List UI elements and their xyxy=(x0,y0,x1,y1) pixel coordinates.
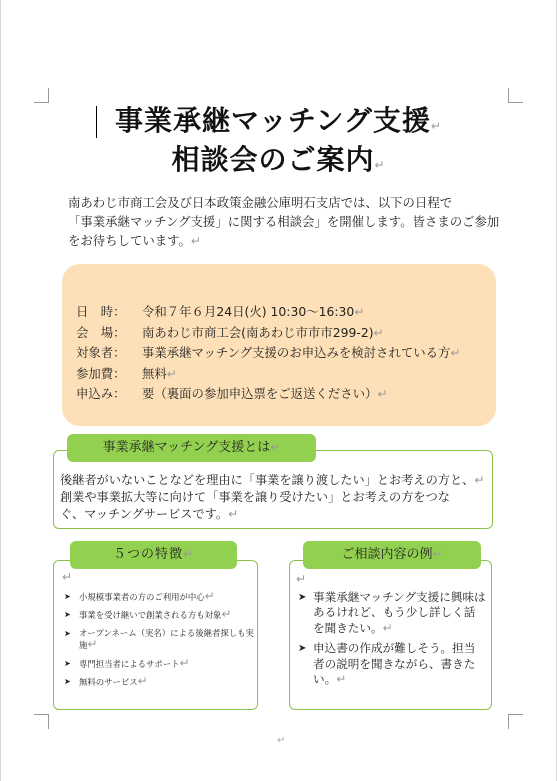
arrow-bullet-icon: ➤ xyxy=(64,610,71,619)
consultation-list[interactable] xyxy=(296,572,486,693)
list-item: ➤ 小規模事業者の方のご利用が中心↵ xyxy=(64,588,215,603)
paragraph-mark-icon: ↵ xyxy=(87,637,98,651)
arrow-bullet-icon: ➤ xyxy=(64,658,71,668)
paragraph-mark-icon: ↵ xyxy=(228,507,239,521)
paragraph-mark-icon: ↵ xyxy=(179,655,190,670)
about-line: 創業や事業拡大等に向けて「事業を譲り受けたい」とお考えの方をつな xyxy=(60,490,450,504)
title-line-1-text: 事業承継マッチング支援 xyxy=(115,104,431,137)
intro-line: 「事業承継マッチング支援」に関する相談会」を開催します。皆さまのご参加 xyxy=(68,214,500,229)
paragraph-mark-icon: ↵ xyxy=(190,234,201,248)
info-row-datetime: 日 時： 令和７年６月24日(火) 10:30～16:30↵ xyxy=(76,304,365,319)
crop-mark-bottom-right xyxy=(508,714,523,729)
intro-paragraph[interactable] xyxy=(68,193,508,251)
crop-mark-top-left xyxy=(34,88,49,103)
features-section-heading[interactable]: ５つの特徴↵ xyxy=(70,541,237,569)
arrow-bullet-icon: ➤ xyxy=(64,591,71,601)
info-row-venue: 会 場： 南あわじ市商工会(南あわじ市市市299-2)↵ xyxy=(76,324,384,340)
paragraph-mark-icon: ↵ xyxy=(373,325,384,340)
paragraph-mark-icon: ↵ xyxy=(270,440,281,454)
about-section-text[interactable] xyxy=(60,472,488,523)
list-item: ➤ 事業を受け継いで創業される方も対象↵ xyxy=(64,607,232,621)
info-row-application: 申込み： 要（裏面の参加申込票をご返送ください）↵ xyxy=(76,386,388,401)
arrow-bullet-icon: ➤ xyxy=(298,591,307,603)
crop-mark-bottom-left xyxy=(34,714,49,729)
list-item: ➤ オープンネーム（実名）による後継者探しも実施↵ xyxy=(64,627,254,651)
paragraph-mark-icon: ↵ xyxy=(221,607,232,621)
list-item: ➤ 無料のサービス↵ xyxy=(64,674,148,688)
paragraph-mark-icon: ↵ xyxy=(450,346,461,360)
paragraph-mark-icon: ↵ xyxy=(377,387,388,401)
about-section-heading[interactable]: 事業承継マッチング支援とは↵ xyxy=(67,434,316,462)
list-item: ➤ 専門担当者によるサポート↵ xyxy=(64,655,190,670)
title-line-2-text: 相談会のご案内 xyxy=(171,143,375,176)
info-row-fee: 参加費： 無料↵ xyxy=(76,365,177,381)
paragraph-mark-icon: ↵ xyxy=(204,588,215,603)
paragraph-mark-icon: ↵ xyxy=(137,674,148,688)
arrow-bullet-icon: ➤ xyxy=(64,677,71,686)
info-row-target: 対象者： 事業承継マッチング支援のお申込みを検討されている方↵ xyxy=(76,345,461,360)
intro-line: をお待ちしています。↵ xyxy=(68,233,201,248)
intro-line: 南あわじ市商工会及び日本政策金融公庫明石支店では、以下の日程で xyxy=(68,195,453,210)
paragraph-mark-icon: ↵ xyxy=(166,366,177,381)
paragraph-mark-icon: ↵ xyxy=(296,572,307,586)
paragraph-mark-icon: ↵ xyxy=(432,547,443,561)
about-line: ぐ、マッチングサービスです。↵ xyxy=(60,507,239,521)
arrow-bullet-icon: ➤ xyxy=(64,628,71,638)
crop-mark-top-right xyxy=(508,88,523,103)
paragraph-mark-icon: ↵ xyxy=(382,620,393,635)
features-list[interactable] xyxy=(62,572,254,695)
title-line-2[interactable] xyxy=(0,142,557,183)
footer-paragraph-mark-icon: ↵ xyxy=(277,735,286,746)
paragraph-mark-icon: ↵ xyxy=(62,570,73,584)
paragraph-mark-icon: ↵ xyxy=(374,158,386,172)
paragraph-mark-icon: ↵ xyxy=(182,547,195,561)
list-item: ➤ 申込書の作成が難しそう。担当者の説明を聞きながら、書きたい。↵ xyxy=(298,641,476,686)
about-line: 後継者がいないことなどを理由に「事業を譲り渡したい」とお考えの方と、↵ xyxy=(60,473,485,487)
list-item: ➤ 事業承継マッチング支援に興味はあるけれど、もう少し詳しく話を聞きたい。↵ xyxy=(298,589,486,635)
paragraph-mark-icon: ↵ xyxy=(336,672,347,686)
paragraph-mark-icon: ↵ xyxy=(474,473,485,487)
paragraph-mark-icon: ↵ xyxy=(354,305,365,319)
event-info-list[interactable] xyxy=(76,302,460,405)
arrow-bullet-icon: ➤ xyxy=(298,643,307,654)
paragraph-mark-icon: ↵ xyxy=(430,119,442,133)
consultation-section-heading[interactable]: ご相談内容の例↵ xyxy=(303,541,481,569)
title-line-1[interactable] xyxy=(0,103,557,144)
